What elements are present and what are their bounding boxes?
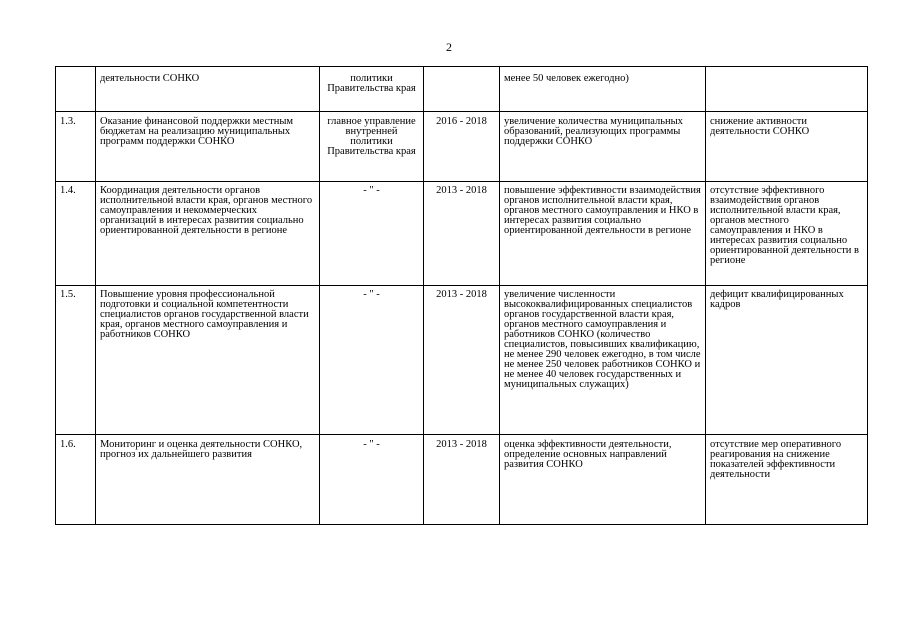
consequence-cell: отсутствие эффективного взаимодействия органов исполнительной власти края, органов местного самоуправления и НКО в интересах развития социально ориентированной деятельности в регионе [706,182,868,286]
result-cell: увеличение количества муниципальных образований, реализующих программы поддержки СОНКО [500,112,706,182]
row-number-cell: 1.5. [56,286,96,435]
row-number-cell: 1.3. [56,112,96,182]
consequence-cell: отсутствие мер оперативного реагирования на снижение показателей эффективности деятельности [706,435,868,525]
term-cell: 2013 - 2018 [424,182,500,286]
term-cell [424,67,500,112]
result-cell: оценка эффективности деятельности, определение основных направлений развития СОНКО [500,435,706,525]
term-cell: 2013 - 2018 [424,286,500,435]
row-number-cell [56,67,96,112]
activity-cell: Оказание финансовой поддержки местным бюджетам на реализацию муниципальных программ поддержки СОНКО [96,112,320,182]
result-cell: увеличение численности высококвалифицированных специалистов органов государственной власти края, органов местного самоуправления и работников СОНКО (количество специалистов, повысивших квалификацию, не менее 290 человек ежегодно, в том числе не менее 250 человек работников СОНКО и не менее 40 человек государственных и муниципальных служащих) [500,286,706,435]
activity-cell: Мониторинг и оценка деятельности СОНКО, прогноз их дальнейшего развития [96,435,320,525]
responsible-cell: - " - [320,286,424,435]
table-row [56,286,868,435]
responsible-cell: политики Правительства края [320,67,424,112]
responsible-cell: - " - [320,182,424,286]
page-number: 2 [446,40,452,54]
activity-cell: Повышение уровня профессиональной подготовки и социальной компетентности специалистов органов государственной власти края, органов местного самоуправления и работников СОНКО [96,286,320,435]
row-number-cell: 1.4. [56,182,96,286]
table-row [56,435,868,525]
responsible-cell: главное управление внутренней политики Правительства края [320,112,424,182]
result-cell: повышение эффективности взаимодействия органов исполнительной власти края, органов местного самоуправления и НКО в интересах развития социально ориентированной деятельности в регионе [500,182,706,286]
table-row [56,182,868,286]
activity-cell: Координация деятельности органов исполнительной власти края, органов местного самоуправления и некоммерческих организаций в интересах развития социально ориентированной деятельности в регионе [96,182,320,286]
term-cell: 2016 - 2018 [424,112,500,182]
consequence-cell: дефицит квалифицированных кадров [706,286,868,435]
activity-cell: деятельности СОНКО [96,67,320,112]
table-row [56,112,868,182]
term-cell: 2013 - 2018 [424,435,500,525]
row-number-cell: 1.6. [56,435,96,525]
table-row [56,67,868,112]
consequence-cell [706,67,868,112]
activities-table [55,66,868,525]
result-cell: менее 50 человек ежегодно) [500,67,706,112]
responsible-cell: - " - [320,435,424,525]
consequence-cell: снижение активности деятельности СОНКО [706,112,868,182]
